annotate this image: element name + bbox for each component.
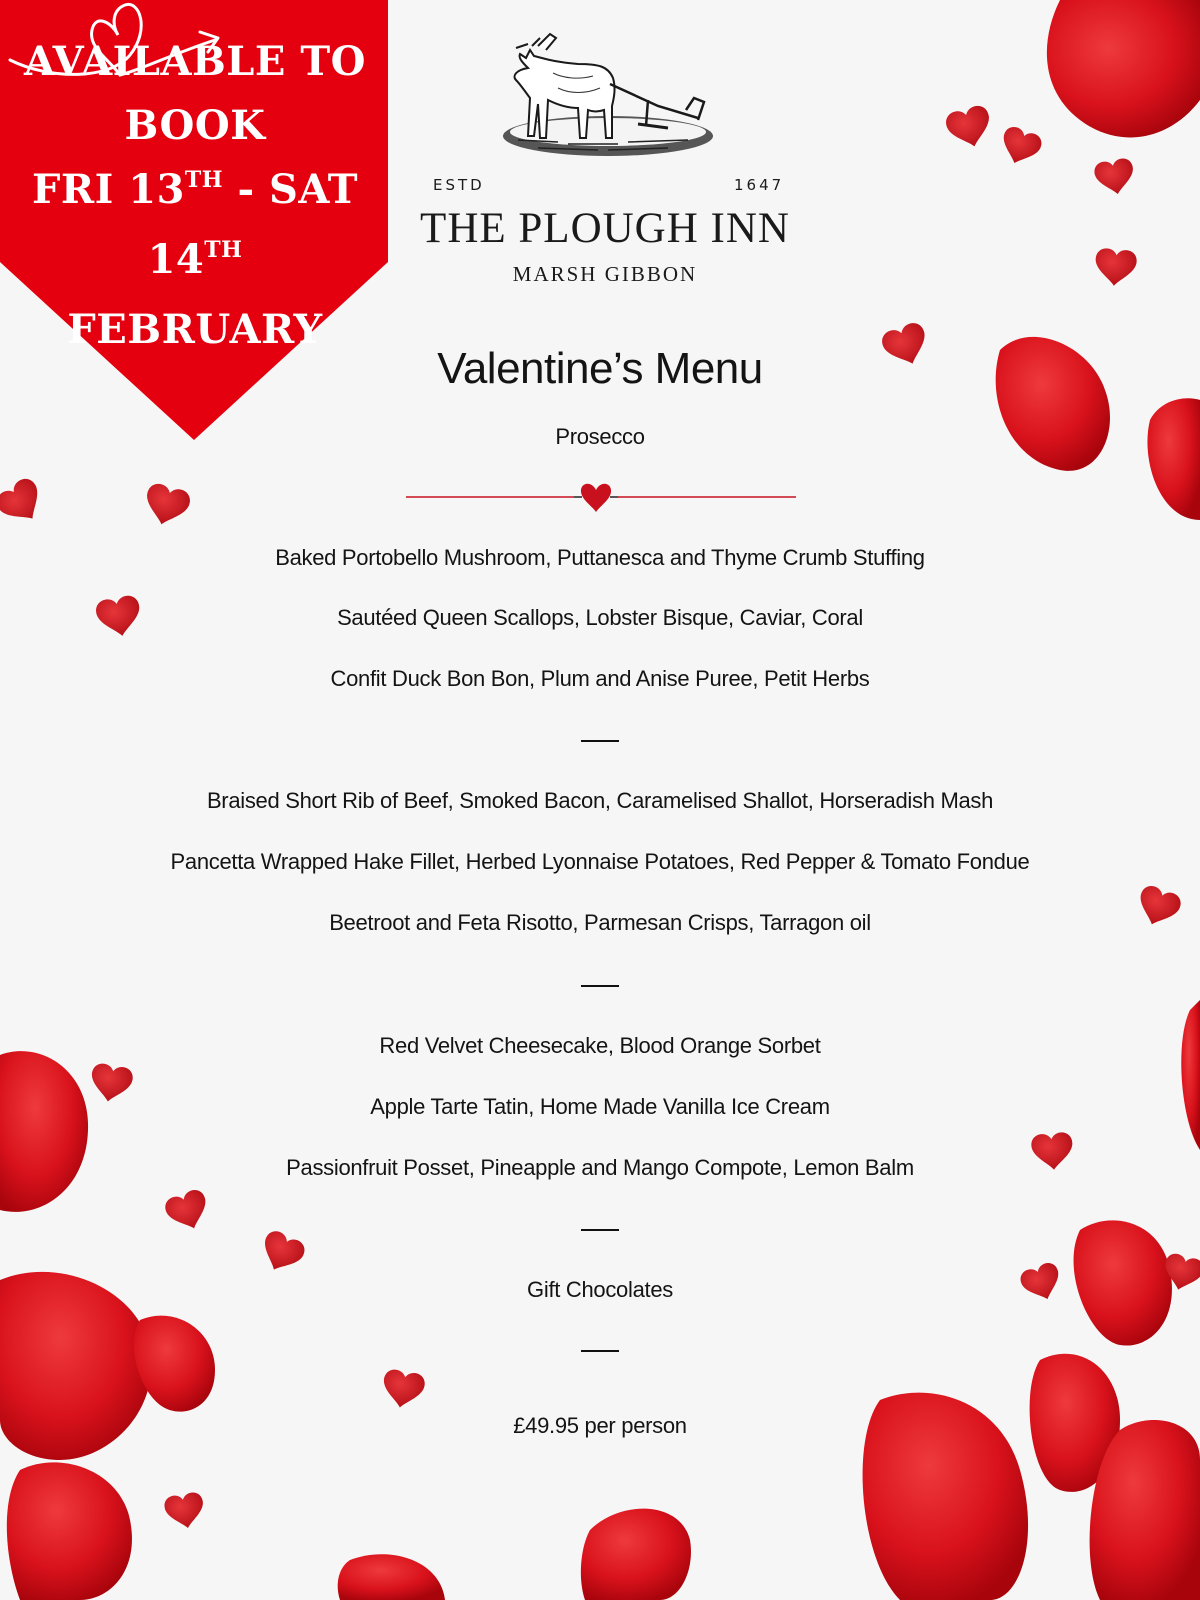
menu-main-3: Beetroot and Feta Risotto, Parmesan Crisps, Tarragon oil [329,910,871,935]
course-divider [581,740,619,742]
menu-gift-chocolates: Gift Chocolates [527,1277,673,1302]
menu-dessert-2: Apple Tarte Tatin, Home Made Vanilla Ice Cream [370,1094,830,1119]
menu-aperitif: Prosecco [555,424,645,449]
menu-starter-1: Baked Portobello Mushroom, Puttanesca and Thyme Crumb Stuffing [275,545,925,570]
banner-day2: SAT 14 [147,166,359,283]
plough-inn-logo [420,28,790,286]
banner-ord2: TH [204,237,243,263]
ox-plough-icon [498,28,718,168]
banner-line-book: BOOK [124,102,266,149]
heart-arrow-icon [0,0,230,90]
banner-day1: FRI 13 [31,166,185,213]
menu-starter-3: Confit Duck Bon Bon, Plum and Anise Puree, Petit Herbs [330,666,870,691]
banner-line-available: AVAILABLE TO [24,38,366,85]
banner-line-dates [0,158,390,298]
menu-dessert-1: Red Velvet Cheesecake, Blood Orange Sorbet [379,1033,821,1058]
banner-dash: - [223,166,270,213]
logo-year: 1647 [734,176,785,194]
banner-line-month: FEBRUARY [67,306,323,353]
logo-estd: ESTD [433,176,485,194]
menu-main-2: Pancetta Wrapped Hake Fillet, Herbed Lyonnaise Potatoes, Red Pepper & Tomato Fondue [170,849,1030,874]
logo-location: MARSH GIBBON [512,262,698,286]
menu-title: Valentine’s Menu [437,344,763,393]
menu-price: £49.95 per person [513,1413,687,1438]
menu-dessert-3: Passionfruit Posset, Pineapple and Mango Compote, Lemon Balm [286,1155,914,1180]
menu-starter-2: Sautéed Queen Scallops, Lobster Bisque, Caviar, Coral [337,605,863,630]
banner-ord1: TH [184,167,224,193]
logo-name: THE PLOUGH INN [420,205,790,252]
course-divider [581,1229,619,1231]
heart-divider-icon [406,478,796,520]
course-divider [581,985,619,987]
course-divider [581,1350,619,1352]
menu-main-1: Braised Short Rib of Beef, Smoked Bacon, Caramelised Shallot, Horseradish Mash [206,788,994,813]
